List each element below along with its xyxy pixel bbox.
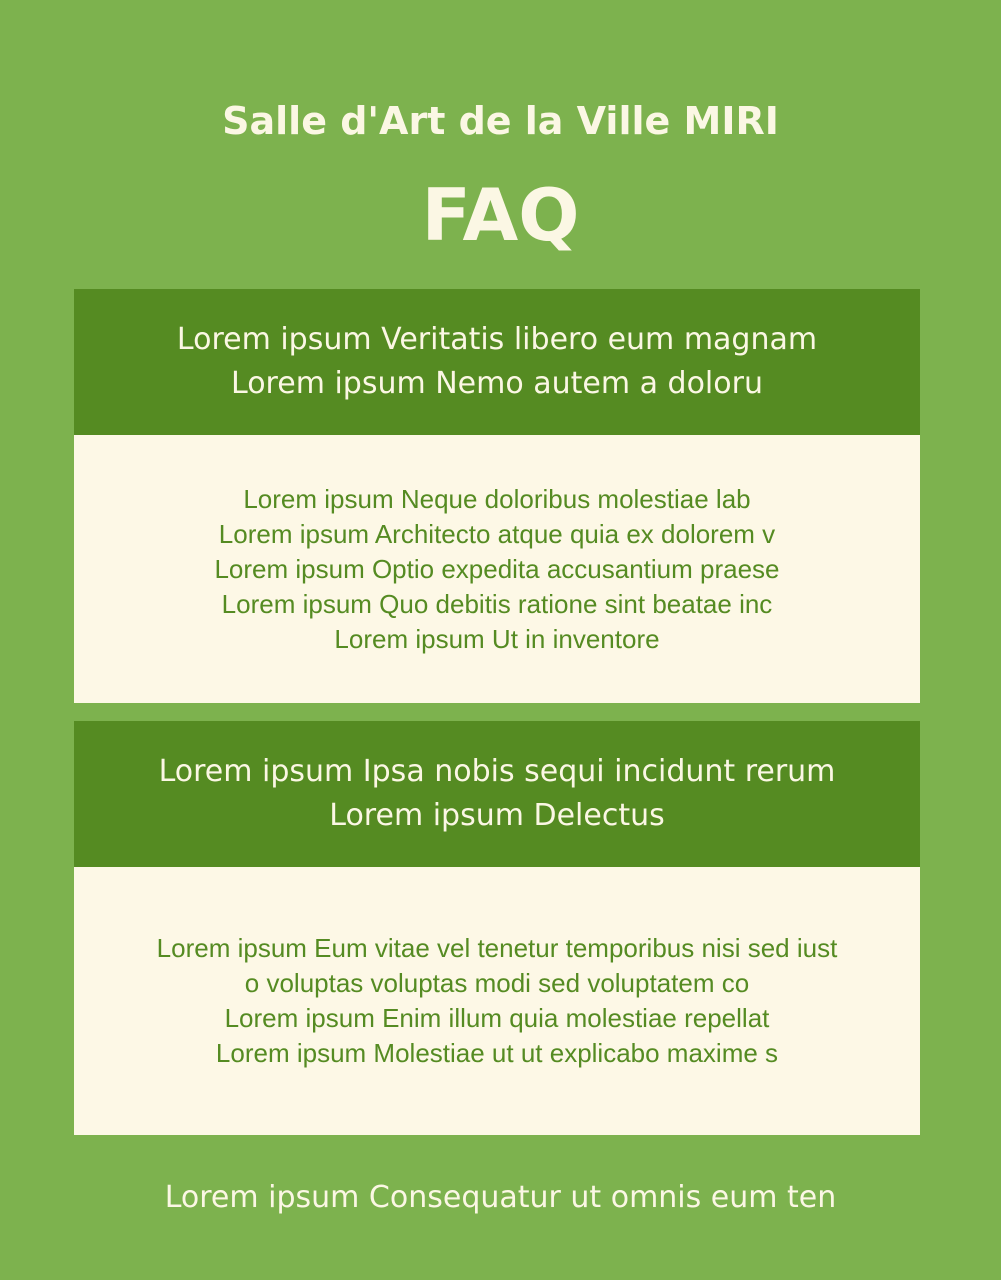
org-title: Salle d'Art de la Ville MIRI bbox=[222, 99, 779, 143]
faq-answer-text: Lorem ipsum Eum vitae vel tenetur temporibus nisi sed iust o voluptas voluptas modi sed voluptatem co Lorem ipsum Enim illum quia molestiae repellat Lorem ipsum Molestiae ut ut explicabo maxime s bbox=[156, 933, 838, 1068]
faq-question-text: Lorem ipsum Ipsa nobis sequi incidunt rerum Lorem ipsum Delectus bbox=[158, 754, 836, 833]
faq-question-text: Lorem ipsum Veritatis libero eum magnam Lorem ipsum Nemo autem a doloru bbox=[176, 322, 818, 401]
faq-question-2 bbox=[74, 721, 920, 867]
page-title: FAQ bbox=[421, 173, 580, 257]
faq-answer-2 bbox=[74, 867, 920, 1135]
faq-answer-text: Lorem ipsum Neque doloribus molestiae lab Lorem ipsum Architecto atque quia ex dolorem v Lorem ipsum Optio expedita accusantium praese Lorem ipsum Quo debitis ratione sint beatae inc Lorem ipsum Ut in inventore bbox=[214, 483, 780, 654]
faq-question-1 bbox=[74, 289, 920, 435]
faq-answer-1 bbox=[74, 435, 920, 703]
footer-text: Lorem ipsum Consequatur ut omnis eum ten bbox=[164, 1180, 837, 1215]
